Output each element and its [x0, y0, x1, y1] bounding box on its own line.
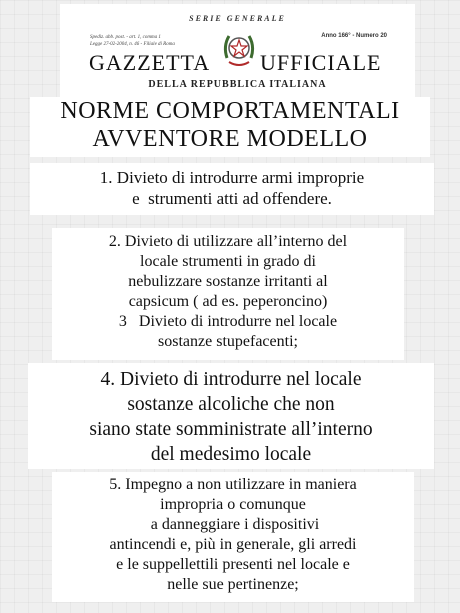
- title-line-1: NORME COMPORTAMENTALI: [60, 98, 400, 124]
- rule-4-card: [28, 363, 434, 469]
- title-line-2: AVVENTORE MODELLO: [92, 126, 368, 152]
- rule-2-line-4: capsicum ( ad es. peperoncino): [128, 293, 328, 310]
- rule-4-line-1: 4. Divieto di introdurre nel locale: [100, 369, 362, 390]
- gazzetta-header: [60, 4, 415, 97]
- serie-label: SERIE GENERALE: [189, 14, 286, 23]
- rule-4-line-4: del medesimo locale: [150, 444, 312, 465]
- rule-4-line-2: sostanze alcoliche che non: [127, 394, 335, 415]
- rule-3-line-2: sostanze stupefacenti;: [158, 333, 298, 350]
- rule-2-line-3: nebulizzare sostanze irritanti al: [128, 273, 328, 290]
- rule-1-line-1: 1. Divieto di introdurre armi improprie: [99, 168, 365, 187]
- rule-5-line-2: impropria o comunque: [160, 496, 306, 513]
- rule-5-line-1: 5. Impegno a non utilizzare in maniera: [109, 476, 357, 493]
- rule-1-card: [30, 163, 434, 215]
- masthead-left: GAZZETTA: [89, 50, 211, 75]
- rule-5-line-4: antincendi e, più in generale, gli arredi: [109, 536, 357, 553]
- issue-number: Anno 166° - Numero 20: [321, 33, 387, 39]
- rule-1-line-2: e strumenti atti ad offendere.: [132, 189, 332, 208]
- rule-5-card: [52, 472, 414, 602]
- page-title: [30, 97, 430, 157]
- postal-note: [90, 34, 200, 48]
- republic-emblem-icon: [219, 28, 259, 72]
- rule-2-3-card: [52, 228, 404, 360]
- postal-note-line-1: Spediz. abb. post. - art. 1, comma 1: [90, 35, 161, 40]
- rule-5-line-3: a danneggiare i dispositivi: [146, 516, 320, 533]
- masthead-right: UFFICIALE: [260, 50, 382, 75]
- postal-note-line-2: Legge 27-02-2004, n. 46 - Filiale di Roma: [90, 42, 175, 47]
- masthead-subtitle: DELLA REPUBBLICA ITALIANA: [148, 79, 327, 90]
- rule-2-line-2: locale strumenti in grado di: [140, 253, 316, 270]
- rule-2-line-1: 2. Divieto di utilizzare all’interno del: [108, 233, 348, 250]
- rule-5-line-6: nelle sue pertinenze;: [167, 576, 299, 593]
- rule-5-line-5: e le suppellettili presenti nel locale e: [116, 556, 350, 573]
- rule-3-line-1: 3 Divieto di introdurre nel locale: [118, 313, 338, 330]
- rule-4-line-3: siano state somministrate all’interno: [89, 419, 373, 440]
